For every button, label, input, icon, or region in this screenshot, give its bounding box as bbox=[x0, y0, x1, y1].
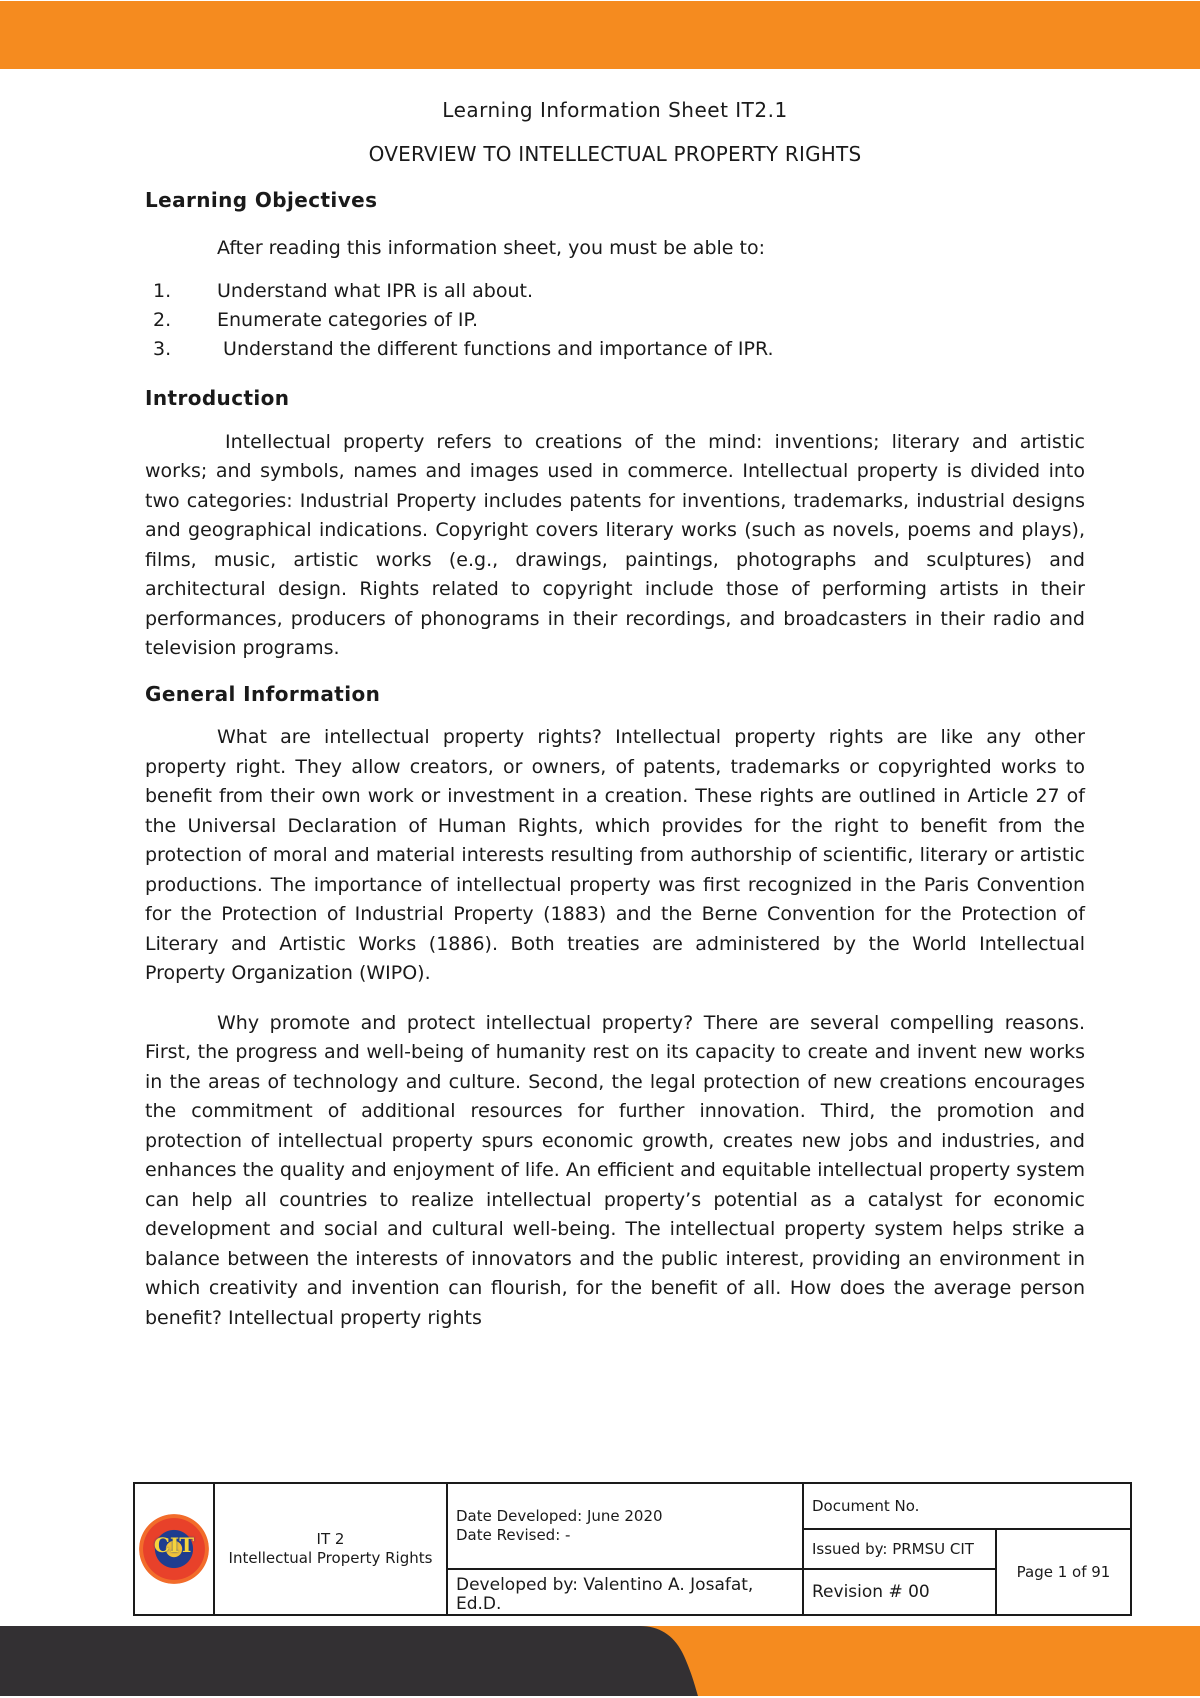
list-item-number: 3. bbox=[153, 338, 172, 360]
course-code: IT 2 bbox=[316, 1530, 345, 1548]
document-footer-table bbox=[133, 1482, 1132, 1616]
list-item-text: Enumerate categories of IP. bbox=[217, 309, 479, 331]
introduction-heading: Introduction bbox=[145, 386, 290, 410]
list-item-text: Understand what IPR is all about. bbox=[217, 280, 533, 302]
document-number-cell: Document No. bbox=[803, 1483, 1131, 1529]
document-body bbox=[145, 90, 1085, 1333]
list-item-number: 1. bbox=[153, 280, 172, 302]
document-subtitle: OVERVIEW TO INTELLECTUAL PROPERTY RIGHTS bbox=[368, 142, 862, 166]
objectives-list bbox=[145, 277, 1085, 364]
list-item-number: 2. bbox=[153, 309, 172, 331]
date-revised: Date Revised: - bbox=[456, 1526, 571, 1544]
objectives-intro: After reading this information sheet, you must be able to: bbox=[217, 236, 765, 259]
course-name: Intellectual Property Rights bbox=[228, 1549, 433, 1567]
footer-band-shape bbox=[0, 1626, 1200, 1696]
dates-cell bbox=[447, 1483, 803, 1569]
general-information-heading: General Information bbox=[145, 681, 381, 706]
header-orange-band bbox=[0, 1, 1200, 69]
document-title: Learning Information Sheet IT2.1 bbox=[442, 98, 788, 122]
footer-dark-wave bbox=[0, 1626, 698, 1696]
date-developed: Date Developed: June 2020 bbox=[456, 1507, 663, 1525]
general-information-paragraph: Why promote and protect intellectual property? There are several compelling reasons. First, the progress and well-being of humanity rest on its capacity to create and invent new works in the areas of technology and culture. Second, the legal protection of new creations encourages the commitment of additional resources for further innovation. Third, the promotion and protection of intellectual property spurs economic growth, creates new jobs and industries, and enhances the quality and enjoyment of life. An efficient and equitable intellectual property system can help all countries to realize intellectual property’s potential as a catalyst for economic development and social and cultural well-being. The intellectual property system helps strike a balance between the interests of innovators and the public interest, providing an environment in which creativity and invention can flourish, for the benefit of all. How does the average person benefit? Intellectual property rights bbox=[145, 1011, 1085, 1329]
course-cell bbox=[214, 1483, 447, 1615]
developed-by-cell: Developed by: Valentino A. Josafat, Ed.D. bbox=[447, 1569, 803, 1615]
institution-logo bbox=[139, 1514, 209, 1584]
logo-text: CIT bbox=[153, 1533, 195, 1557]
list-item-text: Understand the different functions and importance of IPR. bbox=[217, 338, 774, 360]
list-item bbox=[145, 306, 1085, 335]
general-information-paragraph: What are intellectual property rights? Intellectual property rights are like any other property right. They allow creators, or owners, of patents, trademarks or copyrighted works to benefit from their own work or investment in a creation. These rights are outlined in Article 27 of the Universal Declaration of Human Rights, which provides for the right to benefit from the protection of moral and material interests resulting from authorship of scientific, literary or artistic productions. The importance of intellectual property was first recognized in the Paris Convention for the Protection of Industrial Property (1883) and the Berne Convention for the Protection of Literary and Artistic Works (1886). Both treaties are administered by the World Intellectual Property Organization (WIPO). bbox=[145, 726, 1085, 984]
issued-by-cell: Issued by: PRMSU CIT bbox=[803, 1529, 996, 1569]
footer-band bbox=[0, 1626, 1200, 1696]
introduction-paragraph: Intellectual property refers to creations of the mind: inventions; literary and artistic works; and symbols, names and images used in commerce. Intellectual property is divided into two categories: Industrial Property includes patents for inventions, trademarks, industrial designs and geographical indications. Copyright covers literary works (such as novels, poems and plays), films, music, artistic works (e.g., drawings, paintings, photographs and sculptures) and architectural design. Rights related to copyright include those of performing artists in their performances, producers of phonograms in their recordings, and broadcasters in their radio and television programs. bbox=[145, 430, 1085, 659]
page-number-cell: Page 1 of 91 bbox=[996, 1529, 1131, 1615]
list-item bbox=[145, 277, 1085, 306]
logo-cell bbox=[134, 1483, 214, 1615]
learning-objectives-heading: Learning Objectives bbox=[145, 188, 378, 212]
list-item bbox=[145, 335, 1085, 364]
revision-cell: Revision # 00 bbox=[803, 1569, 996, 1615]
